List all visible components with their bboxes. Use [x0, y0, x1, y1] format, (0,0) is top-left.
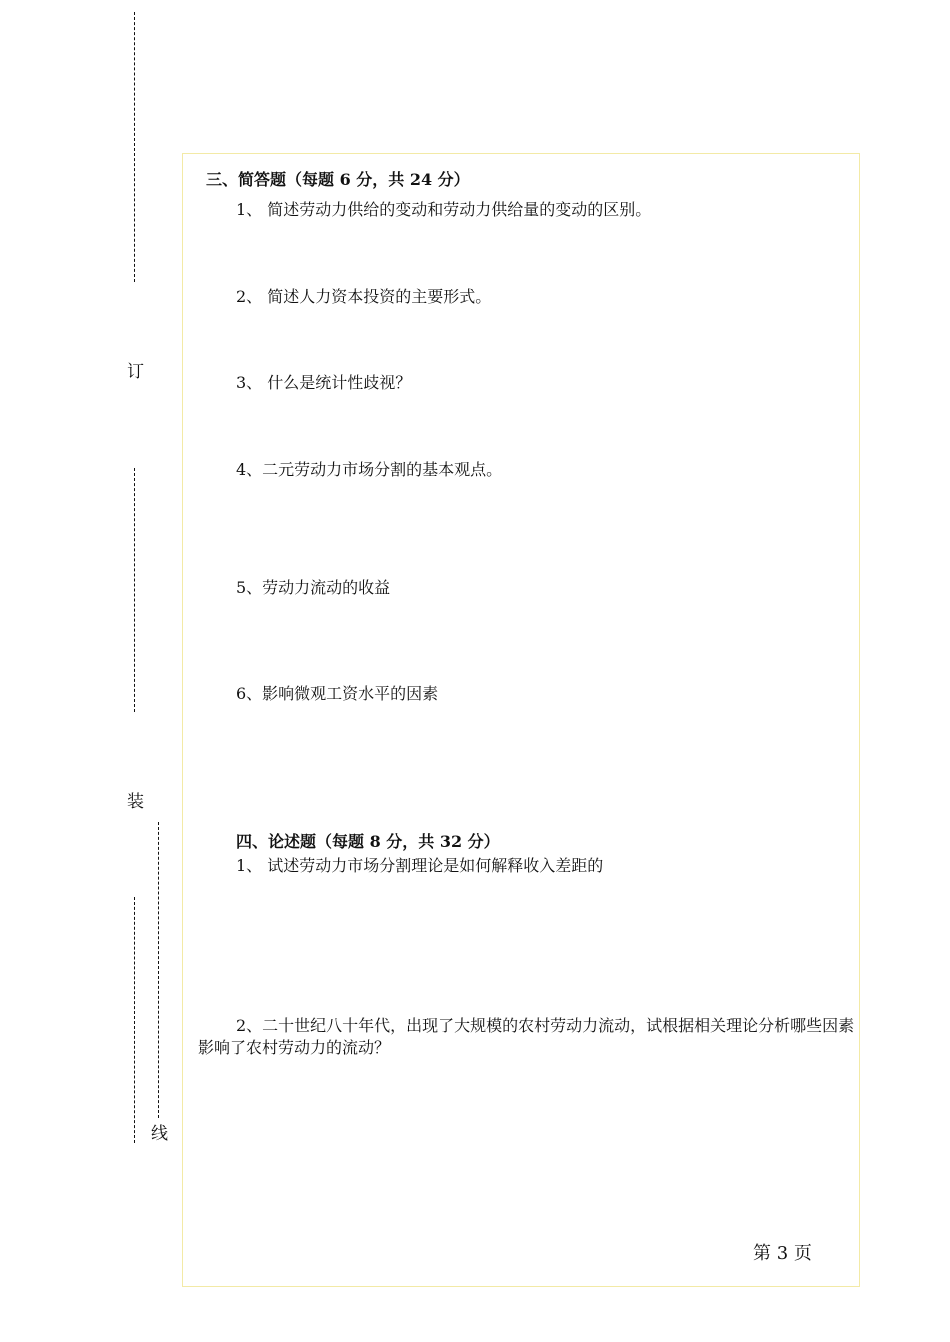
binding-label-xian: 线 [147, 1124, 167, 1141]
section4-question-2: 2、二十世纪八十年代，出现了大规模的农村劳动力流动，试根据相关理论分析哪些因素影响了农村劳动力的流动？ [198, 1016, 855, 1057]
section3-title: 三、简答题（每题 6 分，共 24 分） [206, 170, 470, 189]
section3-question-1: 1、 简述劳动力供给的变动和劳动力供给量的变动的区别。 [236, 200, 652, 219]
binding-dashed-line [134, 12, 135, 282]
section3-question-5: 5、劳动力流动的收益 [236, 578, 391, 597]
page-frame [182, 153, 860, 1287]
section4-title: 四、论述题（每题 8 分，共 32 分） [236, 832, 500, 851]
section4-question-1: 1、 试述劳动力市场分割理论是如何解释收入差距的 [236, 856, 604, 875]
section3-question-4: 4、二元劳动力市场分割的基本观点。 [236, 460, 503, 479]
binding-label-ding: 订 [123, 362, 143, 379]
section3-question-2: 2、 简述人力资本投资的主要形式。 [236, 287, 492, 306]
section3-question-3: 3、 什么是统计性歧视？ [236, 373, 412, 392]
binding-dashed-line [158, 822, 159, 1118]
section3-question-6: 6、影响微观工资水平的因素 [236, 684, 439, 703]
binding-dashed-line [134, 897, 135, 1143]
page-number: 第 3 页 [753, 1243, 812, 1264]
binding-dashed-line [134, 468, 135, 712]
binding-label-zhuang: 装 [123, 792, 143, 809]
binding-margin [0, 0, 182, 1342]
